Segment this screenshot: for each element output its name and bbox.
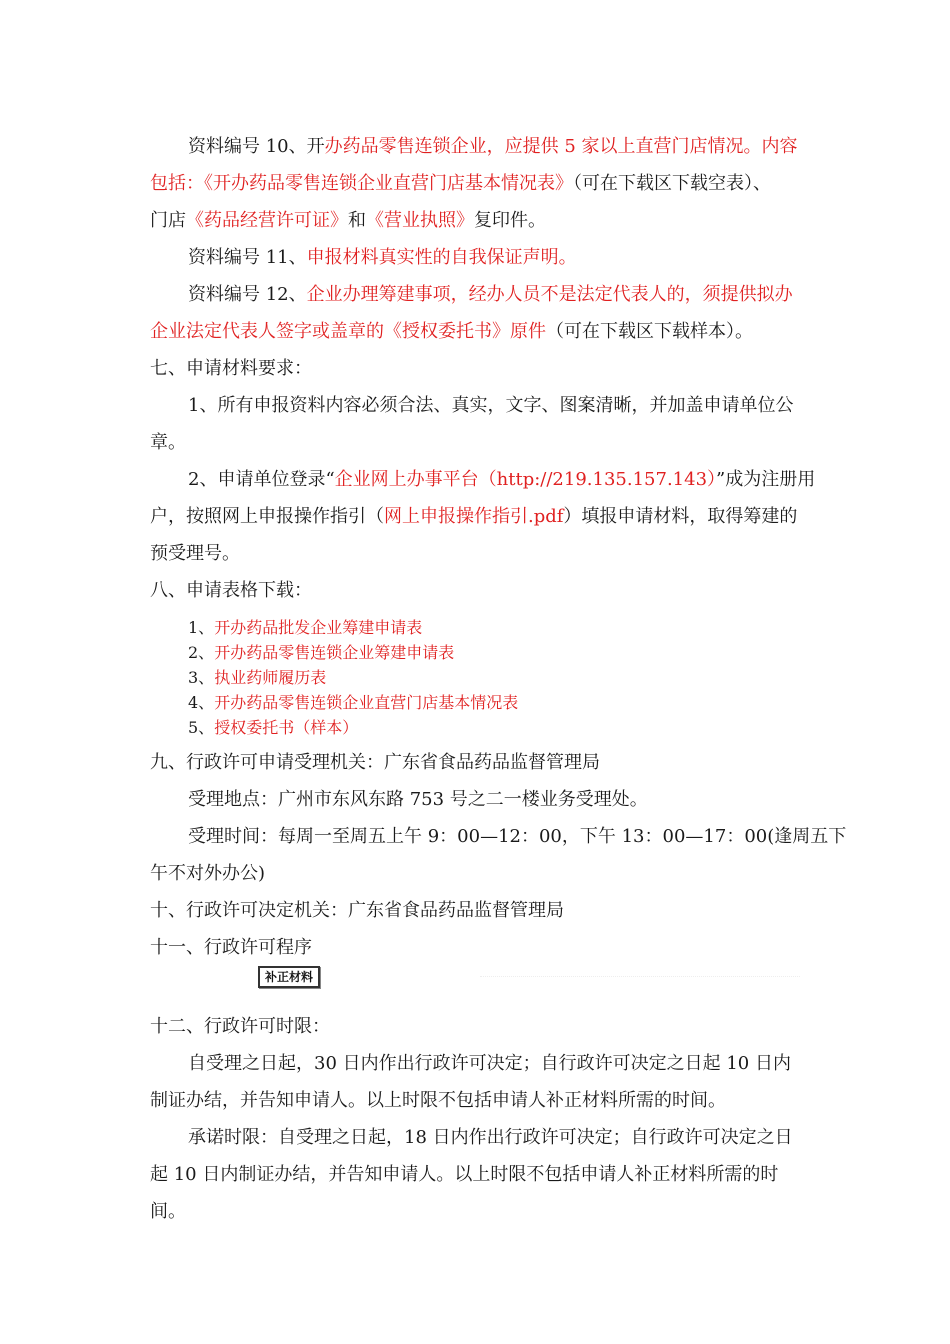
req1-line1: 1、所有申报资料内容必须合法、真实，文字、图案清晰，并加盖申请单位公 <box>188 395 794 416</box>
item12-prefix: 资料编号 12、 <box>188 284 307 305</box>
section12-heading: 十二、行政许可时限： <box>150 1016 330 1037</box>
download-link-chain-application[interactable]: 开办药品零售连锁企业筹建申请表 <box>214 643 455 662</box>
flowchart-divider <box>480 976 800 978</box>
download-item-number: 4、 <box>188 693 215 712</box>
acceptance-location: 受理地点：广州市东风东路 753 号之二一楼业务受理处。 <box>188 789 648 810</box>
item11-red-text: 申报材料真实性的自我保证声明。 <box>306 247 577 268</box>
acceptance-hours-line1: 受理时间：每周一至周五上午 9：00—12：00，下午 13：00—17：00(逢周五下 <box>188 826 847 847</box>
supplement-materials-button[interactable]: 补正材料 <box>258 966 320 988</box>
download-item <box>150 615 802 640</box>
download-item-number: 3、 <box>188 668 215 687</box>
req2-suffix: ”成为注册用 <box>716 469 816 490</box>
download-link-authorization[interactable]: 授权委托书（样本） <box>214 718 359 737</box>
req2-guide-suffix: ）填报申请材料，取得筹建的 <box>563 506 798 527</box>
req2-prefix: 2、申请单位登录“ <box>188 469 335 490</box>
item10-line2 <box>150 165 802 202</box>
download-item-number: 2、 <box>188 643 215 662</box>
download-item <box>150 665 802 690</box>
item10-download-note: （可在下载区下载空表）、 <box>573 173 771 194</box>
download-link-pharmacist-resume[interactable]: 执业药师履历表 <box>214 668 327 687</box>
procedure-flowchart <box>150 966 802 996</box>
section10-heading: 十、行政许可决定机关：广东省食品药品监督管理局 <box>150 900 564 921</box>
download-item-number: 1、 <box>188 618 215 637</box>
time-limit-p1-line2: 制证办结，并告知申请人。以上时限不包括申请人补正材料所需的时间。 <box>150 1090 726 1111</box>
item12-red-text: 企业办理筹建事项，经办人员不是法定代表人的，须提供拟办 <box>306 284 793 305</box>
section9-heading: 九、行政许可申请受理机关：广东省食品药品监督管理局 <box>150 752 600 773</box>
item12-line1 <box>150 276 802 313</box>
time-limit-p2-line3: 间。 <box>150 1201 186 1222</box>
item10-form-name: 包括：《开办药品零售连锁企业直营门店基本情况表》 <box>150 173 573 194</box>
download-item-number: 5、 <box>188 718 215 737</box>
platform-link[interactable]: 企业网上办事平台（http://219.135.157.143） <box>334 469 717 490</box>
item10-red-text: 办药品零售连锁企业，应提供 5 家以上直营门店情况。内容 <box>324 136 798 157</box>
download-link-wholesale-application[interactable]: 开办药品批发企业筹建申请表 <box>214 618 423 637</box>
item12-line2 <box>150 313 802 350</box>
item11-line <box>150 239 802 276</box>
req2-guide-prefix: 户，按照网上申报操作指引（ <box>150 506 384 527</box>
req2-line2 <box>150 498 802 535</box>
item10-copy-text: 复印件。 <box>474 210 546 231</box>
item10-line1 <box>150 128 802 165</box>
time-limit-p2-line2: 起 10 日内制证办结，并告知申请人。以上时限不包括申请人补正材料所需的时 <box>150 1164 779 1185</box>
section11-heading: 十一、行政许可程序 <box>150 937 312 958</box>
time-limit-p2-line1: 承诺时限：自受理之日起，18 日内作出行政许可决定；自行政许可决定之日 <box>188 1127 793 1148</box>
item12-download-note: （可在下载区下载样本）。 <box>546 321 753 342</box>
item10-store-text: 门店 <box>150 210 186 231</box>
req1-line2: 章。 <box>150 432 186 453</box>
section8-heading: 八、申请表格下载： <box>150 580 312 601</box>
item10-prefix: 资料编号 10、开 <box>188 136 325 157</box>
item11-prefix: 资料编号 11、 <box>188 247 307 268</box>
download-link-store-info[interactable]: 开办药品零售连锁企业直营门店基本情况表 <box>214 693 519 712</box>
item10-and-text: 和 <box>348 210 366 231</box>
req2-line3: 预受理号。 <box>150 543 240 564</box>
download-item <box>150 715 802 740</box>
item10-business-license-name: 《营业执照》 <box>366 210 474 231</box>
item12-authorization-text: 企业法定代表人签字或盖章的《授权委托书》原件 <box>150 321 546 342</box>
section7-heading: 七、申请材料要求： <box>150 358 312 379</box>
item10-line3 <box>150 202 802 239</box>
document-page <box>150 128 847 1230</box>
guide-pdf-link[interactable]: 网上申报操作指引.pdf <box>384 506 564 527</box>
acceptance-hours-line2: 午不对外办公) <box>150 863 266 884</box>
item10-license-name: 《药品经营许可证》 <box>186 210 348 231</box>
req2-line1 <box>150 461 816 498</box>
download-item <box>150 640 802 665</box>
download-item <box>150 690 802 715</box>
time-limit-p1-line1: 自受理之日起，30 日内作出行政许可决定；自行政许可决定之日起 10 日内 <box>188 1053 791 1074</box>
